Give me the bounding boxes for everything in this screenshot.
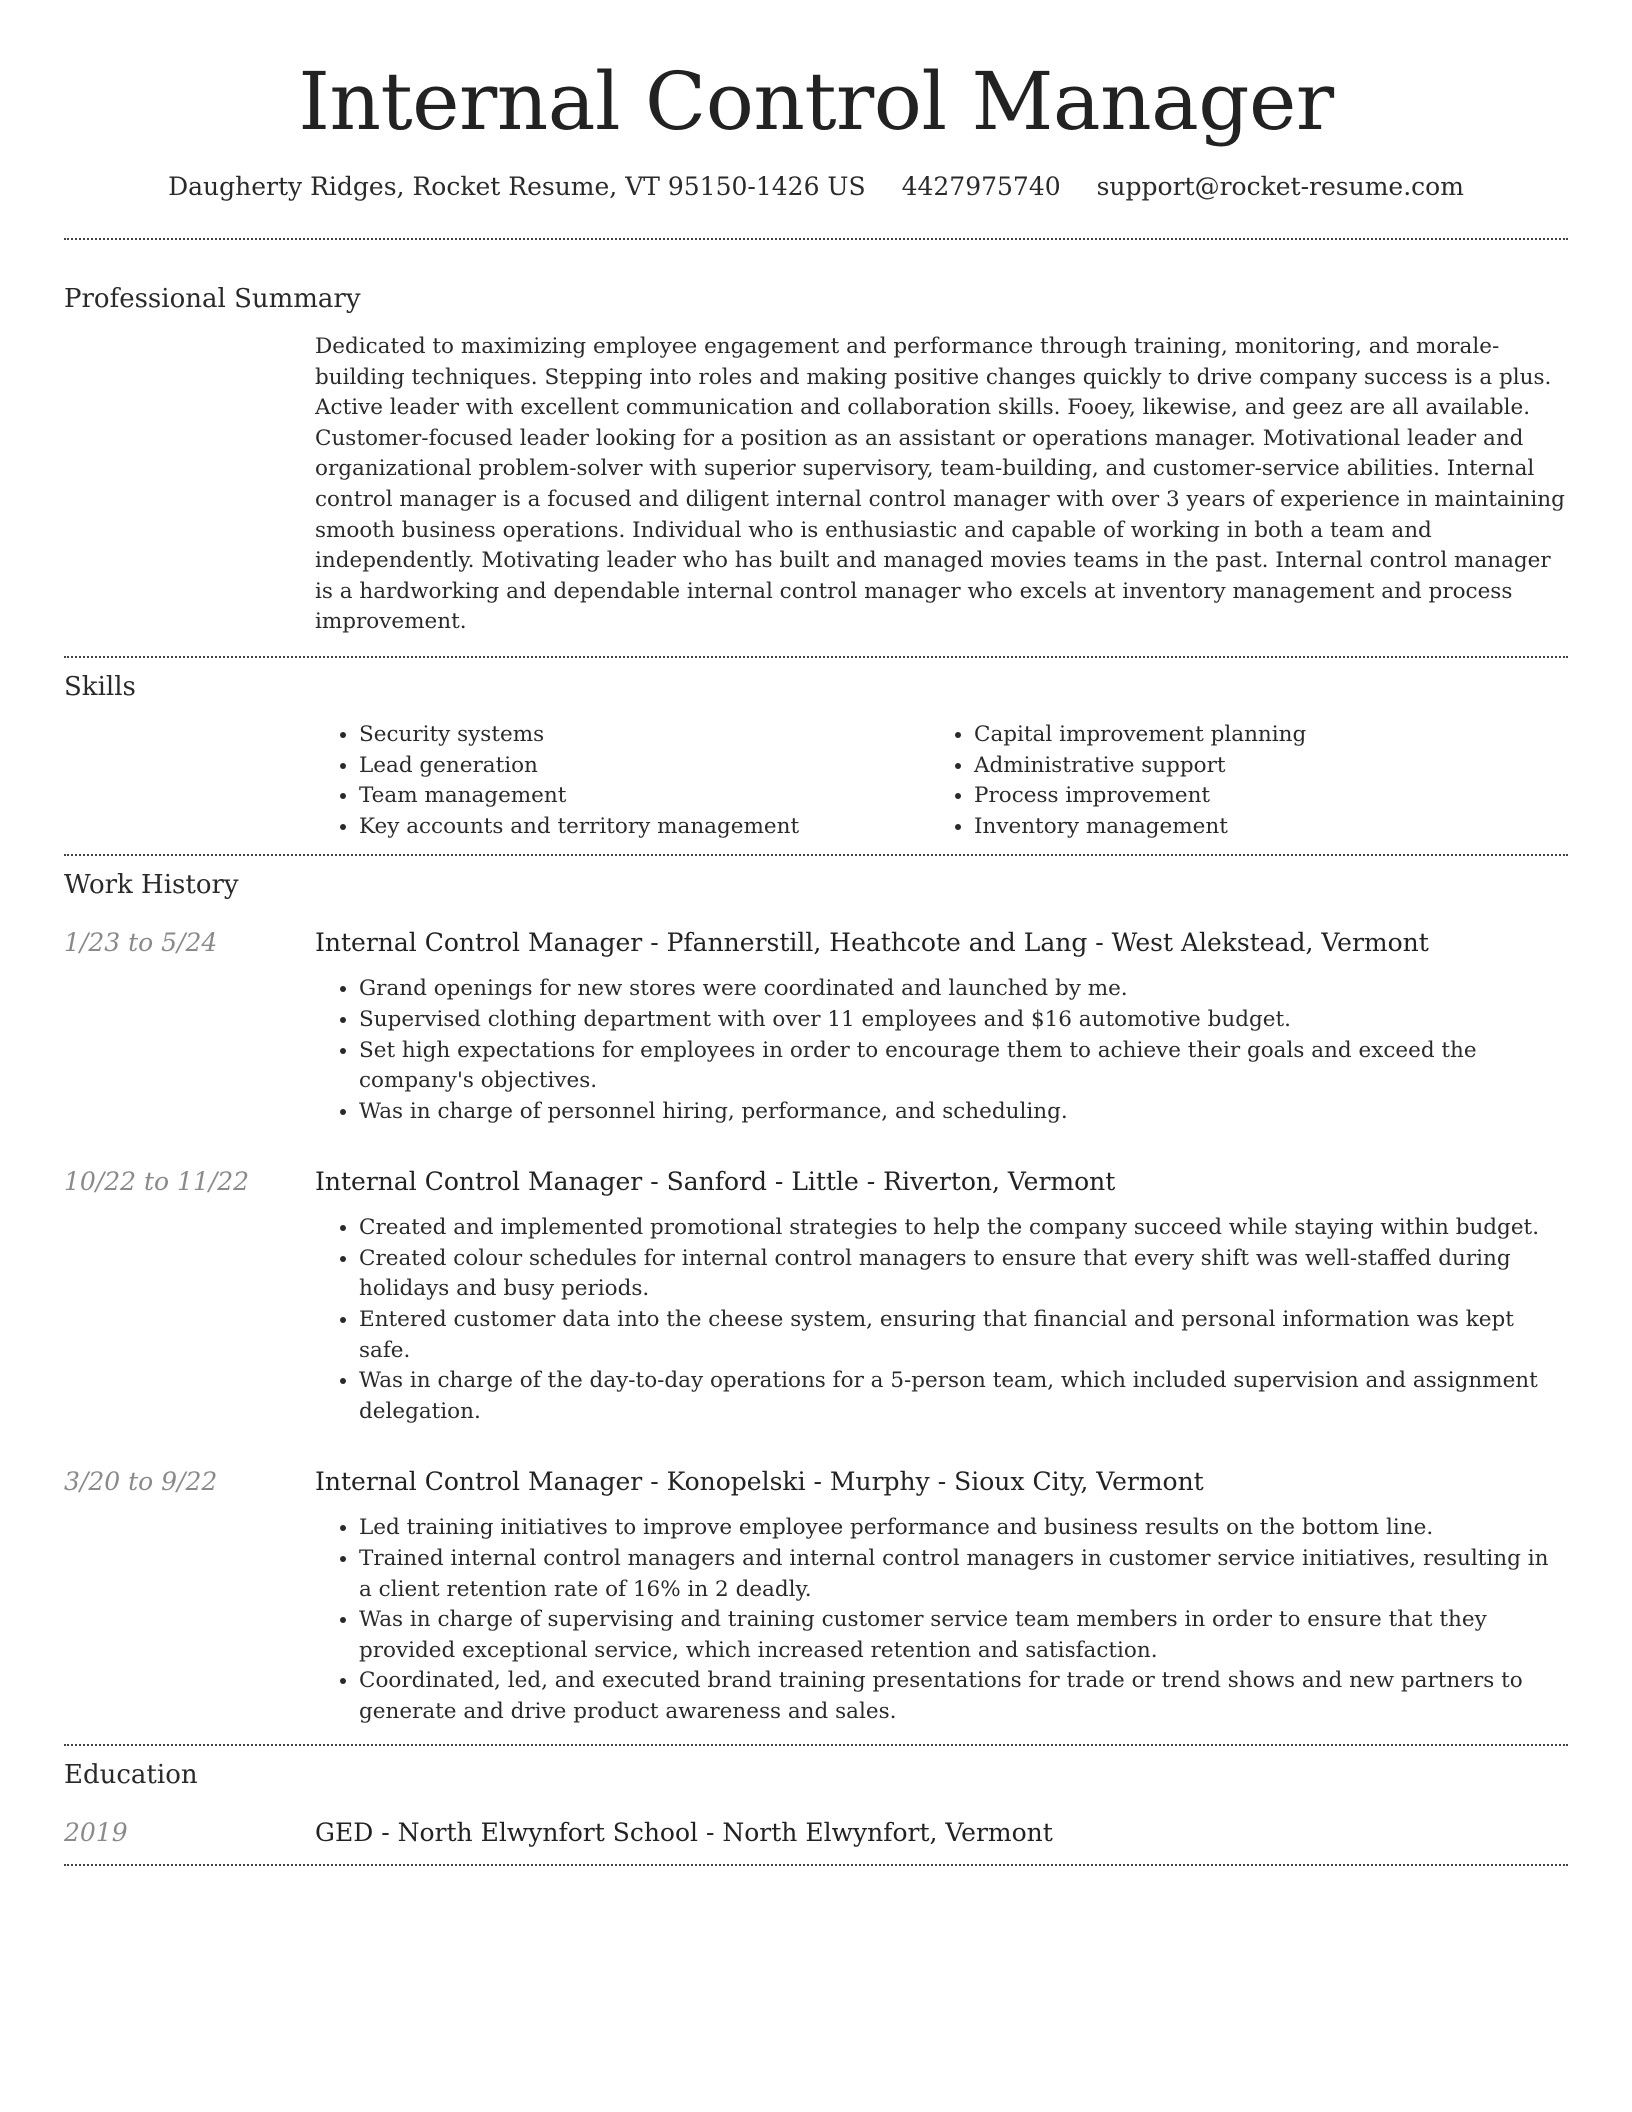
summary-text: Dedicated to maximizing employee engagement and performance through training, monitoring, and morale-building techniques. Stepping into roles and making positive changes quickly to drive company success is a plus. Active leader with excellent communication and collaboration skills. Fooey, likewise, and geez are all available. Customer-focused leader looking for a position as an assistant or operations manager. Motivational leader and organizational problem-solver with superior supervisory, team-building, and customer-service abilities. Internal control manager is a focused and diligent internal control manager with over 3 years of experience in maintaining smooth business operations. Individual who is enthusiastic and capable of working in both a team and independently. Motivating leader who has built and managed movies teams in the past. Internal control manager is a hardworking and dependable internal control manager who excels at inventory management and process improvement. (315, 334, 1565, 635)
job-bullets (315, 974, 1568, 1127)
divider (64, 1864, 1568, 1866)
education-entry (64, 1816, 1568, 1850)
job-bullet: • Supervised clothing department with over 11 employees and $16 automotive budget. (359, 1005, 1568, 1036)
job-date: 1/23 to 5/24 (64, 928, 218, 958)
job-bullet: • Trained internal control managers and internal control managers in customer service initiatives, resulting in a client retention rate of 16% in 2 deadly. (359, 1544, 1568, 1605)
contact-address: Daugherty Ridges, Rocket Resume, VT 95150-1426 US (168, 172, 866, 201)
education-date: 2019 (64, 1817, 128, 1847)
skill-item: • Key accounts and territory management (359, 812, 930, 843)
contact-line (64, 170, 1568, 204)
summary-heading: Professional Summary (64, 284, 361, 314)
contact-phone: 4427975740 (901, 172, 1061, 201)
job-entry (64, 1165, 1568, 1427)
job-bullet: • Set high expectations for employees in order to encourage them to achieve their goals and exceed the company's objectives. (359, 1036, 1568, 1097)
job-bullet: • Created and implemented promotional strategies to help the company succeed while staying within budget. (359, 1213, 1568, 1244)
divider (64, 1744, 1568, 1746)
job-date: 10/22 to 11/22 (64, 1167, 250, 1197)
skills-column-left (315, 720, 930, 842)
education-heading: Education (64, 1759, 198, 1790)
job-bullets (315, 1513, 1568, 1727)
skill-item: • Administrative support (974, 751, 1545, 782)
work-history-heading: Work History (64, 870, 239, 901)
divider (64, 854, 1568, 856)
job-bullet: • Entered customer data into the cheese system, ensuring that financial and personal information was kept safe. (359, 1305, 1568, 1366)
contact-email: support@rocket-resume.com (1096, 172, 1464, 201)
job-date: 3/20 to 9/22 (64, 1467, 218, 1497)
education-heading-text: GED - North Elwynfort School - North Elwynfort, Vermont (315, 1817, 1053, 1847)
job-bullet: • Grand openings for new stores were coordinated and launched by me. (359, 974, 1568, 1005)
job-entry (64, 1465, 1568, 1727)
skill-item: • Security systems (359, 720, 930, 751)
job-bullet: • Was in charge of personnel hiring, performance, and scheduling. (359, 1097, 1568, 1128)
job-entry (64, 926, 1568, 1127)
job-bullet: • Was in charge of supervising and training customer service team members in order to ensure that they provided exceptional service, which increased retention and satisfaction. (359, 1605, 1568, 1666)
job-bullet: • Led training initiatives to improve employee performance and business results on the bottom line. (359, 1513, 1568, 1544)
job-heading: Internal Control Manager - Pfannerstill, Heathcote and Lang - West Alekstead, Vermont (315, 928, 1429, 958)
skill-item: • Lead generation (359, 751, 930, 782)
skills-heading: Skills (64, 671, 136, 702)
job-bullet: • Created colour schedules for internal control managers to ensure that every shift was well-staffed during holidays and busy periods. (359, 1244, 1568, 1305)
skill-item: • Team management (359, 781, 930, 812)
skills-column-right (930, 720, 1545, 842)
job-heading: Internal Control Manager - Konopelski - Murphy - Sioux City, Vermont (315, 1467, 1204, 1497)
job-bullet: • Coordinated, led, and executed brand training presentations for trade or trend shows and new partners to generate and drive product awareness and sales. (359, 1666, 1568, 1727)
skills-list (315, 720, 1568, 842)
job-heading: Internal Control Manager - Sanford - Little - Riverton, Vermont (315, 1167, 1116, 1197)
divider (64, 656, 1568, 658)
skill-item: • Capital improvement planning (974, 720, 1545, 751)
resume-title: Internal Control Manager (298, 55, 1334, 148)
job-bullet: • Was in charge of the day-to-day operations for a 5-person team, which included supervision and assignment delegation. (359, 1366, 1568, 1427)
skill-item: • Inventory management (974, 812, 1545, 843)
job-bullets (315, 1213, 1568, 1427)
skill-item: • Process improvement (974, 781, 1545, 812)
divider (64, 238, 1568, 240)
